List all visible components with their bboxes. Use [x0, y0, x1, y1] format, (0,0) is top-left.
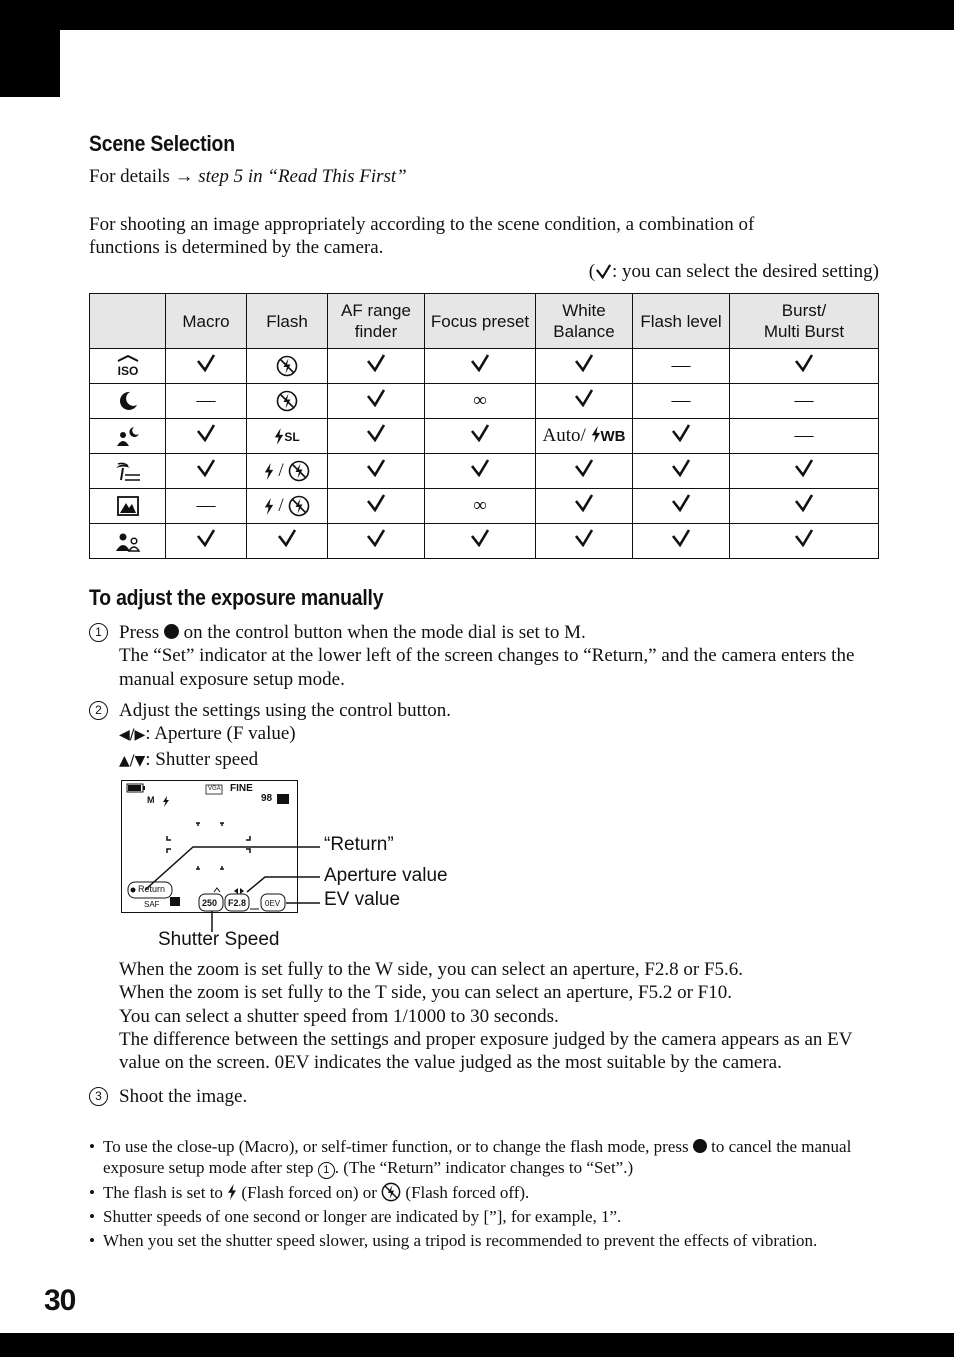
step-3: 3 Shoot the image.	[89, 1085, 879, 1108]
header-white-balance: White Balance	[536, 294, 633, 349]
callout-return: “Return”	[324, 834, 394, 855]
explain-line: The difference between the settings and proper exposure judged by the camera appears as an EV value on the screen. 0EV indicates the value judged as the most suitable by the camera.	[119, 1028, 853, 1074]
header-macro: Macro	[166, 294, 247, 349]
lcd-return-label: Return	[138, 884, 166, 894]
arrow-icon: →	[174, 166, 194, 187]
table-cell: —	[730, 419, 879, 454]
step-number: 1	[89, 623, 108, 642]
details-reference: step 5 in “Read This First”	[198, 166, 407, 187]
legend-text: : you can select the desired setting)	[612, 261, 879, 282]
step-number: 1	[318, 1162, 335, 1179]
step-1-detail: The “Set” indicator at the lower left of the screen changes to “Return,” and the camera enters the manual exposure setup mode.	[119, 645, 855, 690]
step-number: 3	[89, 1087, 108, 1106]
header-burst: Burst/ Multi Burst	[730, 294, 879, 349]
explain-line: When the zoom is set fully to the W side, you can select an aperture, F2.8 or F5.6.	[119, 959, 744, 980]
notes-list	[89, 1136, 879, 1254]
header-flash: Flash	[247, 294, 328, 349]
table-cell: —	[166, 384, 247, 419]
header-af-range-finder: AF range finder	[328, 294, 425, 349]
auto-flash-wb-cell: Auto/ WB	[536, 419, 633, 454]
intro-line-2: functions is determined by the camera.	[89, 237, 384, 258]
lcd-remaining: 98	[261, 793, 273, 804]
explanation	[89, 958, 879, 1074]
control-button-center-icon	[693, 1139, 707, 1153]
step-1: 1 Press on the control button when the mode dial is set to M. The “Set” indicator at the lower left of the screen changes to “Return,” and the camera enters the manual exposure setup mode.	[89, 621, 879, 691]
section-heading-scene-selection: Scene Selection	[89, 131, 235, 156]
step-number: 2	[89, 701, 108, 720]
flash-on-off-icon: /	[247, 454, 328, 489]
header-flash-level: Flash level	[633, 294, 730, 349]
flash-on-off-icon: /	[247, 489, 328, 524]
lcd-shutter-value: 250	[202, 898, 218, 908]
table-cell: —	[730, 384, 879, 419]
lcd-aperture-value: F2.8	[228, 898, 247, 908]
flash-slow-sync-icon: SL	[247, 419, 328, 454]
lcd-quality: FINE	[230, 783, 253, 794]
note-item: • To use the close-up (Macro), or self-timer function, or to change the flash mode, press to cancel the manual exposure setup mode after step 1 . (The “Return” indicator changes to “Set”.)	[89, 1136, 879, 1179]
table-cell: ∞	[425, 489, 536, 524]
flash-on-icon	[227, 1184, 237, 1200]
left-right-keys: ◀/▶	[119, 727, 146, 744]
lcd-ev-value: 0EV	[265, 899, 281, 908]
details-prefix: For details	[89, 166, 170, 187]
explain-line: When the zoom is set fully to the T side, you can select an aperture, F5.2 or F10.	[119, 982, 732, 1004]
note-item: • Shutter speeds of one second or longer are indicated by [”], for example, 1”.	[89, 1206, 879, 1227]
page-number: 30	[44, 1284, 76, 1317]
note-item: • The flash is set to (Flash forced on) or (Flash forced off).	[89, 1182, 879, 1203]
table-cell: —	[633, 384, 730, 419]
step-2: 2 Adjust the settings using the control button. ◀/▶: Aperture (F value) ▲/▼: Shutter speed	[89, 699, 879, 773]
legend-open-paren: (	[588, 261, 596, 282]
up-down-keys: ▲/▼	[119, 752, 146, 769]
svg-text:ISO: ISO	[117, 364, 138, 378]
callout-ev: EV value	[324, 889, 401, 910]
section-heading-exposure: To adjust the exposure manually	[89, 585, 384, 610]
lcd-saf: SAF	[144, 900, 160, 909]
explain-line: You can select a shutter speed from 1/1000 to 30 seconds.	[119, 1005, 559, 1027]
lcd-mode: M	[147, 795, 155, 805]
table-cell: —	[166, 489, 247, 524]
note-item: • When you set the shutter speed slower, using a tripod is recommended to prevent the effects of vibration.	[89, 1230, 879, 1251]
header-focus-preset: Focus preset	[425, 294, 536, 349]
intro-line-1: For shooting an image appropriately according to the scene condition, a combination of	[89, 214, 755, 235]
flash-off-icon	[381, 1182, 401, 1202]
table-cell: —	[633, 349, 730, 384]
lcd-image-size: VGA	[208, 786, 221, 792]
callout-aperture: Aperture value	[324, 865, 448, 886]
callout-shutter: Shutter Speed	[158, 929, 280, 950]
table-cell: ∞	[425, 384, 536, 419]
